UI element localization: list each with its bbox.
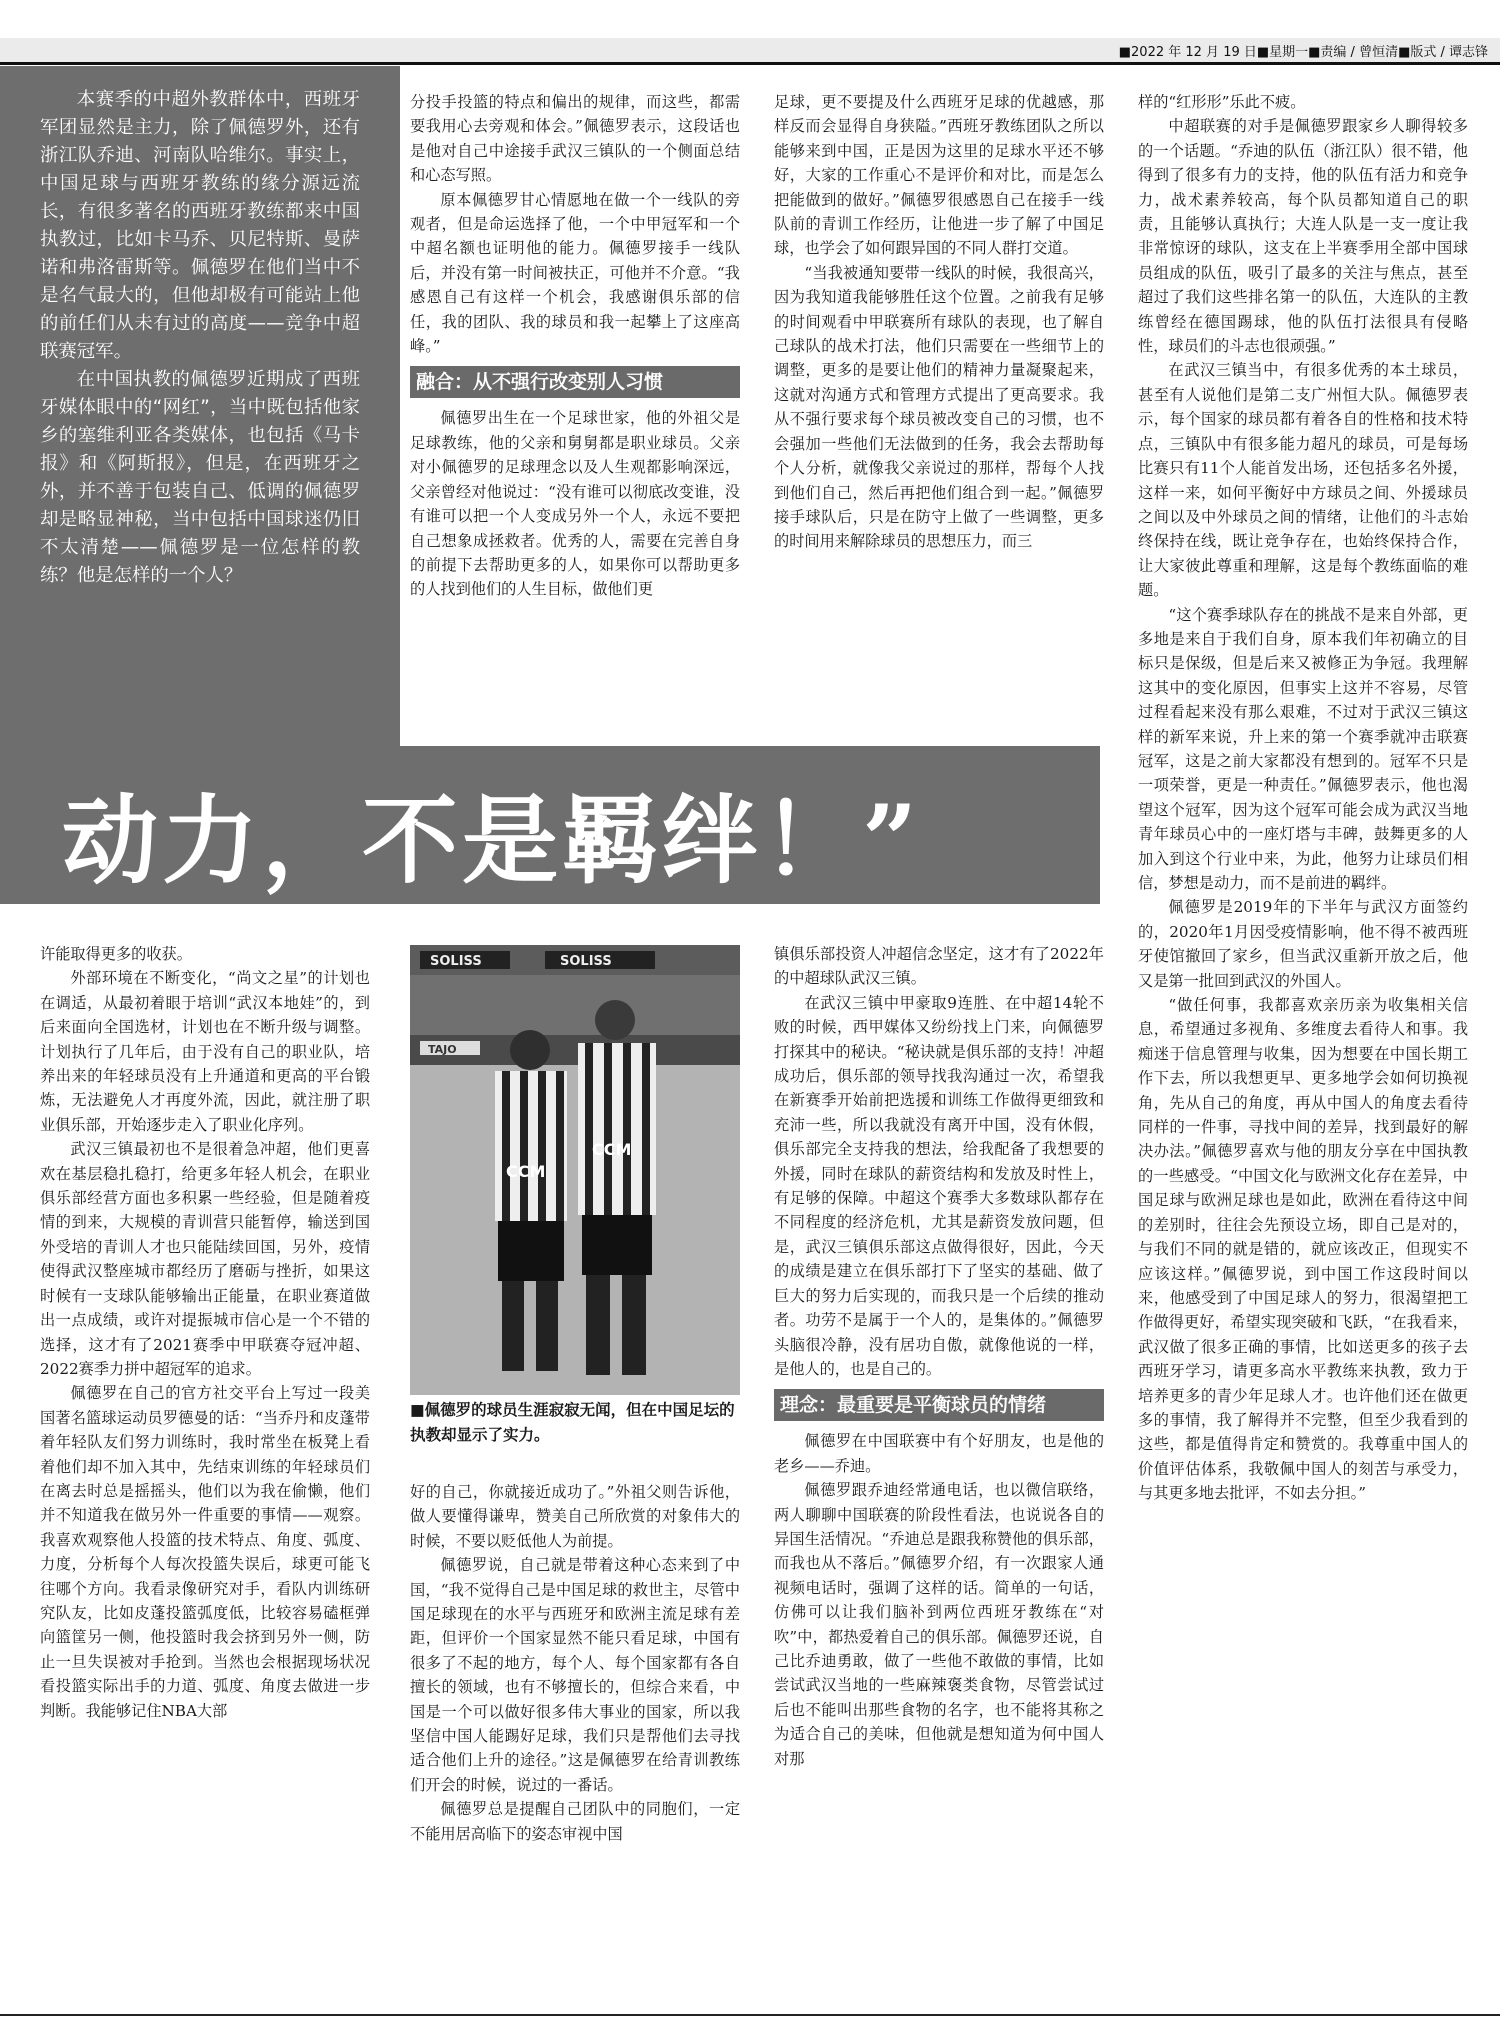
paragraph: 镇俱乐部投资人冲超信念坚定，这才有了2022年的中超球队武汉三镇。 — [774, 945, 1104, 988]
paragraph: 好的自己，你就接近成功了。”外祖父则告诉他，做人要懂得谦卑，赞美自己所欣赏的对象伟大的时候，不要以贬低他人为前提。 — [410, 1483, 740, 1550]
intro-text — [40, 86, 360, 590]
paragraph: 武汉三镇最初也不是很着急冲超，他们更喜欢在基层稳扎稳打，给更多年轻人机会，在职业俱乐部经营方面也多积累一些经验，但是随着疫情的到来，大规模的青训营只能暂停，输送到国外受培的青训人才也只能陆续回国，另外，疫情使得武汉整座城市都经历了磨砺与挫折，如果这时候有一支球队能够输出正能量，在职业赛道做出一点成绩，或许对提振城市信心是一个不错的选择，这才有了2021赛季中甲联赛夺冠冲超、2022赛季力拼中超冠军的追求。 — [40, 1140, 370, 1378]
column-2-top — [410, 90, 740, 602]
subhead-philosophy: 理念：最重要是平衡球员的情绪 — [774, 1389, 1104, 1421]
paragraph: 佩德罗说，自己就是带着这种心态来到了中国，“我不觉得自己是中国足球的救世主，尽管中国足球现在的水平与西班牙和欧洲主流足球有差距，但评价一个国家显然不能只看足球，中国有很多了不起的地方，每个人、每个国家都有各自擅长的领域，也有不够擅长的，但综合来看，中国是一个可以做好很多伟大事业的国家，所以我坚信中国人能踢好足球，我们只是帮他们去寻找适合他们上升的途径。”这是佩德罗在给青训教练们开会的时候，说过的一番话。 — [410, 1556, 740, 1794]
subhead-fusion: 融合：从不强行改变别人习惯 — [410, 366, 740, 398]
intro-paragraph: 本赛季的中超外教群体中，西班牙军团显然是主力，除了佩德罗外，还有浙江队乔迪、河南队哈维尔。事实上，中国足球与西班牙教练的缘分源远流长，有很多著名的西班牙教练都来中国执教过，比如卡马乔、贝尼特斯、曼萨诺和弗洛雷斯等。佩德罗在他们当中不是名气最大的，但他却极有可能站上他的前任们从未有过的高度——竞争中超联赛冠军。 — [40, 89, 360, 362]
paragraph: “当我被通知要带一线队的时候，我很高兴，因为我知道我能够胜任这个位置。之前我有足够的时间观看中甲联赛所有球队的表现，也了解自己球队的战术打法，他们只需要在一些细节上的调整，更多的是要让他们的精神力量凝聚起来，这就对沟通方式和管理方式提出了更高要求。我从不强行要求每个球员被改变自己的习惯，也不会强加一些他们无法做到的任务，我会去帮助每个人分析，就像我父亲说过的那样，帮每个人找到他们自己，然后再把他们组合到一起。”佩德罗接手球队后，只是在防守上做了一些调整，更多的时间用来解除球员的思想压力，而三 — [774, 263, 1104, 551]
paragraph: 佩德罗跟乔迪经常通电话，也以微信联络，两人聊聊中国联赛的阶段性看法，也说说各自的异国生活情况。“乔迪总是跟我称赞他的俱乐部，而我也从不落后。”佩德罗介绍，有一次跟家人通视频电话时，强调了这样的话。简单的一句话，仿佛可以让我们脑补到两位西班牙教练在“对吹”中，都热爱着自己的俱乐部。佩德罗还说，自己比乔迪勇敢，做了一些他不敢做的事情，比如尝试武汉当地的一些麻辣褒类食物，尽管尝试过后也不能叫出那些食物的名字，也不能将其称之为适合自己的美味，但他就是想知道为何中国人对那 — [774, 1481, 1104, 1768]
paragraph: 原本佩德罗甘心情愿地在做一个一线队的旁观者，但是命运选择了他，一个中甲冠军和一个中超名额也证明他的能力。佩德罗接手一线队后，并没有第一时间被扶正，可他并不介意。“我感恩自己有这样一个机会，我感谢俱乐部的信任，我的团队、我的球员和我一起攀上了这座高峰。” — [410, 190, 740, 356]
paragraph: 佩德罗出生在一个足球世家，他的外祖父是足球教练，他的父亲和舅舅都是职业球员。父亲对小佩德罗的足球理念以及人生观都影响深远，父亲曾经对他说过：“没有谁可以彻底改变谁，没有谁可以把一个人变成另外一个人，永远不要把自己想象成拯救者。优秀的人，需要在完善自身的前提下去帮助更多的人，如果你可以帮助更多的人找到他们的人生目标，做他们更 — [410, 409, 740, 599]
paragraph: 佩德罗是2019年的下半年与武汉方面签约的，2020年1月因受疫情影响，他不得不被西班牙使馆撤回了家乡，但当武汉重新开放之后，他又是第一批回到武汉的外国人。 — [1138, 898, 1468, 990]
bottom-rule — [0, 2014, 1500, 2016]
paragraph: 佩德罗总是提醒自己团队中的同胞们，一定不能用居高临下的姿态审视中国 — [410, 1800, 740, 1843]
paragraph: “这个赛季球队存在的挑战不是来自外部，更多地是来自于我们自身，原本我们年初确立的目标只是保级，但是后来又被修正为争冠。我理解这其中的变化原因，但事实上这并不容易，尽管过程看起来没有那么艰难，不过对于武汉三镇这样的新军来说，升上来的第一个赛季就冲击联赛冠军，这是之前大家都没有想到的。冠军不只是一项荣誉，更是一种责任。”佩德罗表示，他也渴望这个冠军，因为这个冠军可能会成为武汉当地青年球员心中的一座灯塔与丰碑，鼓舞更多的人加入到这个行业中来，为此，他努力让球员们相信，梦想是动力，而不是前进的羁绊。 — [1138, 605, 1468, 892]
photo-illustration — [410, 945, 740, 1395]
shirt-text: CCM — [506, 1162, 546, 1181]
intro-paragraph: 在中国执教的佩德罗近期成了西班牙媒体眼中的“网红”，当中既包括他家乡的塞维利亚各类媒体，也包括《马卡报》和《阿斯报》，但是，在西班牙之外，并不善于包装自己、低调的佩德罗却是略显神秘，当中包括中国球迷仍旧不太清楚——佩德罗是一位怎样的教练？他是怎样的一个人？ — [40, 369, 360, 586]
paragraph: 佩德罗在中国联赛中有个好朋友，也是他的老乡——乔迪。 — [774, 1432, 1104, 1475]
paragraph: 佩德罗在自己的官方社交平台上写过一段美国著名篮球运动员罗德曼的话：“当乔丹和皮蓬带着年轻队友们努力训练时，我时常坐在板凳上看着他们却不加入其中，先结束训练的年轻球员们在离去时总是摇摇头，他们以为我在偷懒，他们并不知道我在做另外一件重要的事情——观察。我喜欢观察他人投篮的技术特点、角度、弧度、力度，分析每个人每次投篮失误后，球更可能飞往哪个方向。我看录像研究对手，看队内训练研究队友，比如皮蓬投篮弧度低，比较容易磕框弹向篮筐另一侧，他投篮时我会挤到另外一侧，防止一旦失误被对手抢到。当然也会根据现场状况看投篮实际出手的力道、弧度、角度去做进一步判断。我能够记住NBA大部 — [40, 1384, 370, 1720]
column-3-bottom — [774, 942, 1104, 1771]
paragraph: 在武汉三镇当中，有很多优秀的本土球员，甚至有人说他们是第二支广州恒大队。佩德罗表示，每个国家的球员都有着各自的性格和技术特点，三镇队中有很多能力超凡的球员，可是每场比赛只有11个人能首发出场，还包括多名外援，这样一来，如何平衡好中方球员之间、外援球员之间以及中外球员之间的情绪，让他们的斗志始终保持在线，既让竞争存在，也始终保持合作，让大家彼此尊重和理解，这是每个教练面临的难题。 — [1138, 361, 1468, 600]
shirt-text: CCM — [592, 1140, 632, 1159]
board-text: TAJO — [428, 1043, 457, 1056]
paragraph: 足球，更不要提及什么西班牙足球的优越感，那样反而会显得自身狭隘。”西班牙教练团队之所以能够来到中国，正是因为这里的足球水平还不够好，大家的工作重心不是评价和对比，而是怎么把能做到的做好。”佩德罗很感恩自己在接手一线队前的青训工作经历，让他进一步了解了中国足球，也学会了如何跟异国的不同人群打交道。 — [774, 93, 1104, 258]
page-header-bar — [0, 38, 1500, 65]
paragraph: 中超联赛的对手是佩德罗跟家乡人聊得较多的一个话题。“乔迪的队伍（浙江队）很不错，他得到了很多有力的支持，他的队伍有活力和竞争力，战术素养较高，每个队员都知道自己的职责，且能够认真执行；大连人队是一支一度让我非常惊讶的球队，这支在上半赛季用全部中国球员组成的队伍，吸引了最多的关注与焦点，甚至超过了我们这些排名第一的队伍，大连队的主教练曾经在德国踢球，他的队伍打法很具有侵略性，球员们的斗志也很顽强。” — [1138, 117, 1468, 356]
column-3-top — [774, 90, 1104, 554]
column-2-bottom — [410, 1480, 740, 1846]
column-4 — [1138, 90, 1468, 1506]
paragraph: 外部环境在不断变化，“尚文之星”的计划也在调适，从最初着眼于培训“武汉本地娃”的，到后来面向全国选材，计划也在不断升级与调整。计划执行了几年后，由于没有自己的职业队，培养出来的年轻球员没有上升通道和更高的平台锻炼，无法避免人才再度外流，因此，就注册了职业俱乐部，开始逐步走入了职业化序列。 — [40, 969, 370, 1134]
photo-caption: ■佩德罗的球员生涯寂寂无闻，但在中国足坛的执教却显示了实力。 — [410, 1401, 735, 1444]
players-photo — [410, 945, 740, 1395]
paragraph: 样的“红形形”乐此不疲。 — [1138, 93, 1306, 111]
board-text: SOLISS — [430, 954, 482, 969]
paragraph: 在武汉三镇中甲豪取9连胜、在中超14轮不败的时候，西甲媒体又纷纷找上门来，向佩德罗打探其中的秘诀。“秘诀就是俱乐部的支持！冲超成功后，俱乐部的领导找我沟通过一次，希望我在新赛季开始前把选援和训练工作做得更细致和充沛一些，所以我就没有离开中国，没有休假，俱乐部完全支持我的想法，给我配备了我想要的外援，同时在球队的薪资结构和发放及时性上，有足够的保障。中超这个赛季大多数球队都存在不同程度的经济危机，尤其是薪资发放问题，但是，武汉三镇俱乐部这点做得很好，因此，今天的成绩是建立在俱乐部打下了坚实的基础、做了巨大的努力后实现的，而我只是一个后续的推动者。功劳不是属于一个人的，是集体的。”佩德罗头脑很冷静，没有居功自傲，就像他说的一样，是他人的，也是自己的。 — [774, 993, 1104, 1378]
dateline: ■2022 年 12 月 19 日■星期一■责编 / 曾恒清■版式 / 谭志锋 — [1118, 45, 1488, 60]
paragraph: “做任何事，我都喜欢亲历亲为收集相关信息，希望通过多视角、多维度去看待人和事。我痴迷于信息管理与收集，因为想要在中国长期工作下去，所以我想更早、更多地学会如何切换视角，先从自己的角度，再从中国人的角度去看待同样的一件事，寻找中间的差异，找到最好的解决办法。”佩德罗喜欢与他的朋友分享在中国执教的一些感受。“中国文化与欧洲文化存在差异，中国足球与欧洲足球也是如此，欧洲在看待这中间的差别时，往往会先预设立场，即自己是对的，与我们不同的就是错的，就应该改正，但现实不应该这样。”佩德罗说，到中国工作这段时间以来，他感受到了中国足球人的努力，很渴望把工作做得更好，希望实现突破和飞跃，“在我看来，武汉做了很多正确的事情，比如送更多的孩子去西班牙学习，请更多高水平教练来执教，致力于培养更多的青少年足球人才。也许他们还在做更多的事情，我了解得并不完整，但至少我看到的这些，都是值得肯定和赞赏的。我尊重中国人的价值评估体系，我敬佩中国人的刻苦与承受力，与其更多地去批评，不如去分担。” — [1138, 996, 1468, 1503]
column-1-bottom — [40, 942, 370, 1723]
paragraph: 许能取得更多的收获。 — [40, 945, 192, 963]
board-text: SOLISS — [560, 954, 612, 969]
headline: 动力，不是羁绊！” — [62, 784, 922, 897]
paragraph: 分投手投篮的特点和偏出的规律，而这些，都需要我用心去旁观和体会。”佩德罗表示，这段话也是他对自己中途接手武汉三镇队的一个侧面总结和心态写照。 — [410, 93, 740, 185]
